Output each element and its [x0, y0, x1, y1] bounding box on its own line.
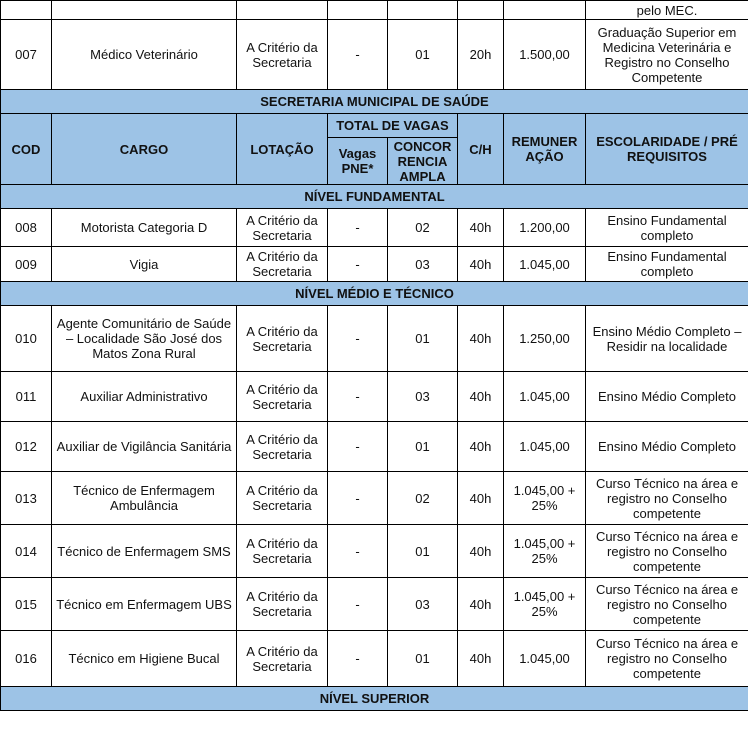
table-row	[1, 472, 748, 525]
ampla-cell: 03	[388, 372, 458, 422]
pne-cell: -	[328, 422, 388, 472]
cargo-cell: Auxiliar de Vigilância Sanitária	[52, 422, 237, 472]
ampla-cell: 01	[388, 306, 458, 372]
lotacao-cell: A Critério da Secretaria	[237, 372, 328, 422]
ch-cell: 40h	[458, 306, 504, 372]
cargo-cell: Motorista Categoria D	[52, 209, 237, 247]
section-title: SECRETARIA MUNICIPAL DE SAÚDE	[1, 90, 748, 114]
ampla-cell: 02	[388, 209, 458, 247]
pne-cell: -	[328, 472, 388, 525]
pne-cell: -	[328, 578, 388, 631]
ch-cell: 20h	[458, 20, 504, 90]
ch-cell: 40h	[458, 247, 504, 282]
remuneracao-cell: 1.045,00	[504, 247, 586, 282]
remuneracao-cell: 1.045,00 + 25%	[504, 578, 586, 631]
table-row	[1, 247, 748, 282]
escolaridade-cell: Ensino Médio Completo – Residir na localidade	[586, 306, 748, 372]
escolaridade-cell: Ensino Fundamental completo	[586, 247, 748, 282]
remuneracao-cell: 1.045,00 + 25%	[504, 472, 586, 525]
pne-cell: -	[328, 247, 388, 282]
pne-cell: -	[328, 631, 388, 687]
header-row	[1, 114, 748, 138]
ch-cell: 40h	[458, 209, 504, 247]
lotacao-cell: A Critério da Secretaria	[237, 306, 328, 372]
escolaridade-cell: Curso Técnico na área e registro no Conselho competente	[586, 631, 748, 687]
pne-cell: -	[328, 209, 388, 247]
ch-cell: 40h	[458, 422, 504, 472]
table-row	[1, 422, 748, 472]
ch-cell: 40h	[458, 631, 504, 687]
pne-cell: -	[328, 372, 388, 422]
remuneracao-cell: 1.045,00	[504, 422, 586, 472]
remuneracao-cell: 1.250,00	[504, 306, 586, 372]
cod-cell: 008	[1, 209, 52, 247]
cod-cell: 007	[1, 20, 52, 90]
col-header-cargo: CARGO	[52, 114, 237, 185]
lotacao-cell: A Critério da Secretaria	[237, 209, 328, 247]
pne-cell: -	[328, 20, 388, 90]
ampla-cell: 02	[388, 472, 458, 525]
level-title: NÍVEL MÉDIO E TÉCNICO	[1, 282, 748, 306]
ch-cell: 40h	[458, 372, 504, 422]
table-row	[1, 578, 748, 631]
remuneracao-cell: 1.200,00	[504, 209, 586, 247]
col-header-lotacao: LOTAÇÃO	[237, 114, 328, 185]
ampla-cell: 03	[388, 578, 458, 631]
col-header-pne: Vagas PNE*	[328, 138, 388, 185]
remuneracao-cell: 1.500,00	[504, 20, 586, 90]
col-header-cod: COD	[1, 114, 52, 185]
cod-cell: 011	[1, 372, 52, 422]
remuneracao-cell: 1.045,00	[504, 372, 586, 422]
table-row	[1, 209, 748, 247]
escolaridade-cell: Graduação Superior em Medicina Veterinária e Registro no Conselho Competente	[586, 20, 748, 90]
lotacao-cell: A Critério da Secretaria	[237, 578, 328, 631]
table-row	[1, 631, 748, 687]
table-row	[1, 20, 748, 90]
ampla-cell: 01	[388, 631, 458, 687]
col-header-ch: C/H	[458, 114, 504, 185]
ampla-cell: 01	[388, 525, 458, 578]
cargo-cell: Agente Comunitário de Saúde – Localidade São José dos Matos Zona Rural	[52, 306, 237, 372]
table-row	[1, 306, 748, 372]
remuneracao-cell: 1.045,00 + 25%	[504, 525, 586, 578]
cargo-cell: Técnico em Enfermagem UBS	[52, 578, 237, 631]
cargo-cell: Vigia	[52, 247, 237, 282]
table-row	[1, 372, 748, 422]
section-title-row	[1, 185, 748, 209]
table-row-partial	[1, 1, 748, 20]
table-row	[1, 525, 748, 578]
lotacao-cell: A Critério da Secretaria	[237, 525, 328, 578]
cod-cell: 012	[1, 422, 52, 472]
col-header-total-vagas: TOTAL DE VAGAS	[328, 114, 458, 138]
cod-cell: 009	[1, 247, 52, 282]
col-header-ampla: CONCOR RENCIA AMPLA	[388, 138, 458, 185]
lotacao-cell: A Critério da Secretaria	[237, 631, 328, 687]
cargo-cell: Auxiliar Administrativo	[52, 372, 237, 422]
cod-cell: 015	[1, 578, 52, 631]
cod-cell: 010	[1, 306, 52, 372]
lotacao-cell: A Critério da Secretaria	[237, 20, 328, 90]
escolaridade-cell: Curso Técnico na área e registro no Conselho competente	[586, 525, 748, 578]
lotacao-cell: A Critério da Secretaria	[237, 422, 328, 472]
section-title-row	[1, 282, 748, 306]
escolaridade-cell: Ensino Fundamental completo	[586, 209, 748, 247]
escolaridade-cell: Curso Técnico na área e registro no Conselho competente	[586, 472, 748, 525]
ampla-cell: 01	[388, 422, 458, 472]
cargo-cell: Técnico de Enfermagem SMS	[52, 525, 237, 578]
col-header-escolaridade: ESCOLARIDADE / PRÉ REQUISITOS	[586, 114, 748, 185]
remuneracao-cell: 1.045,00	[504, 631, 586, 687]
pne-cell: -	[328, 306, 388, 372]
cargo-cell: Técnico em Higiene Bucal	[52, 631, 237, 687]
pne-cell: -	[328, 525, 388, 578]
section-title-row	[1, 90, 748, 114]
ch-cell: 40h	[458, 472, 504, 525]
lotacao-cell: A Critério da Secretaria	[237, 247, 328, 282]
escolaridade-cell: pelo MEC.	[586, 1, 748, 20]
ampla-cell: 01	[388, 20, 458, 90]
level-title: NÍVEL SUPERIOR	[1, 687, 748, 711]
escolaridade-cell: Ensino Médio Completo	[586, 422, 748, 472]
ampla-cell: 03	[388, 247, 458, 282]
section-title-row	[1, 687, 748, 711]
cod-cell: 013	[1, 472, 52, 525]
cod-cell: 016	[1, 631, 52, 687]
cargo-cell: Médico Veterinário	[52, 20, 237, 90]
cod-cell: 014	[1, 525, 52, 578]
level-title: NÍVEL FUNDAMENTAL	[1, 185, 748, 209]
ch-cell: 40h	[458, 578, 504, 631]
lotacao-cell: A Critério da Secretaria	[237, 472, 328, 525]
escolaridade-cell: Ensino Médio Completo	[586, 372, 748, 422]
cargo-cell: Técnico de Enfermagem Ambulância	[52, 472, 237, 525]
escolaridade-cell: Curso Técnico na área e registro no Conselho competente	[586, 578, 748, 631]
col-header-remuneracao: REMUNER AÇÃO	[504, 114, 586, 185]
ch-cell: 40h	[458, 525, 504, 578]
